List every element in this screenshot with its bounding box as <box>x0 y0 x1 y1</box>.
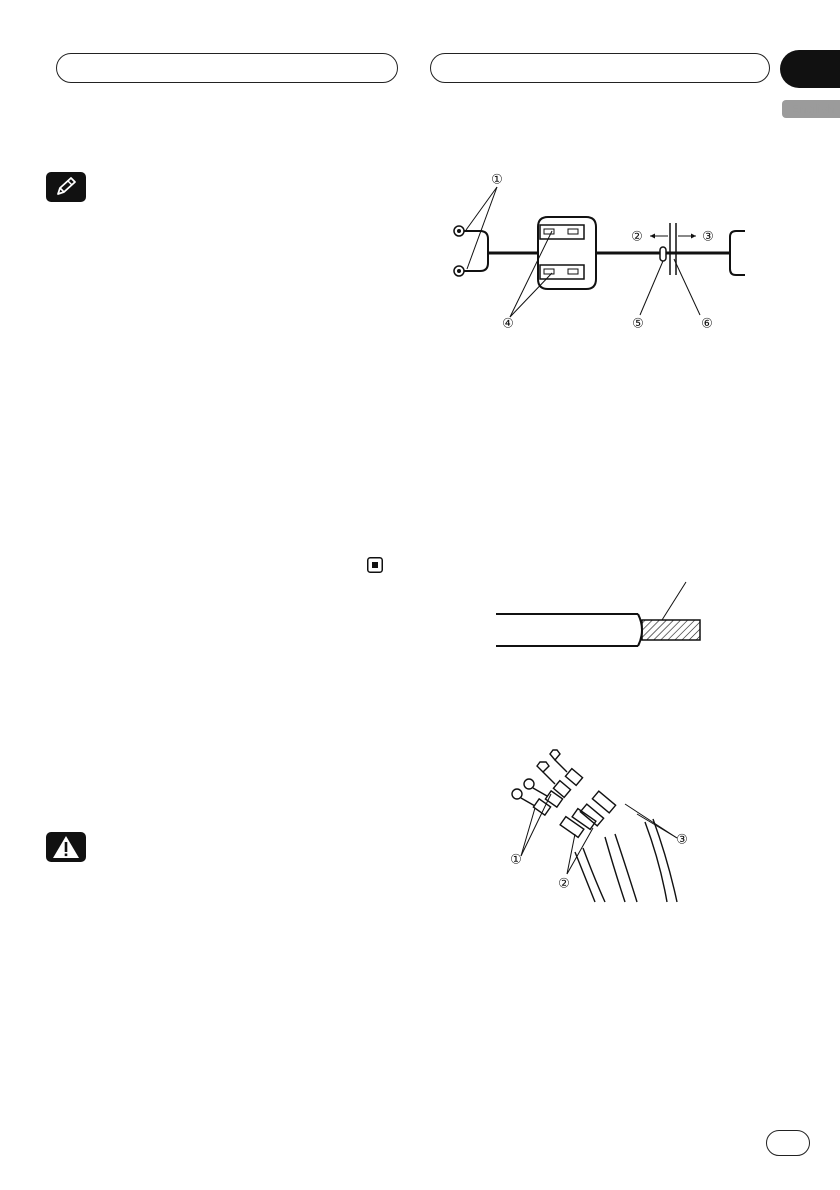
fuse-diagram-callout-3: ③ <box>702 228 714 244</box>
fuse-diagram-callout-5: ⑤ <box>632 315 644 331</box>
language-tab <box>782 100 840 118</box>
language-tab-label: English <box>791 102 835 116</box>
speaker-terminals-diagram <box>495 742 705 907</box>
end-square-icon <box>367 557 383 573</box>
terminals-diagram-callout-3: ③ <box>676 831 688 847</box>
page-number-badge <box>766 1130 810 1156</box>
chapter-tab <box>780 50 840 88</box>
terminals-diagram-callout-2: ② <box>558 875 570 891</box>
terminals-diagram-callout-1: ① <box>510 851 522 867</box>
fuse-diagram-callout-2: ② <box>631 228 643 244</box>
stripped-wire-diagram <box>496 578 716 658</box>
fuse-wiring-diagram <box>440 165 760 340</box>
fuse-diagram-callout-4: ④ <box>502 315 514 331</box>
header-right-title <box>430 53 770 83</box>
fuse-diagram-callout-1: ① <box>491 171 503 187</box>
warning-triangle-icon <box>46 832 86 862</box>
fuse-diagram-callout-6: ⑥ <box>701 315 713 331</box>
pencil-note-icon <box>46 172 86 202</box>
header-left-title <box>56 53 398 83</box>
